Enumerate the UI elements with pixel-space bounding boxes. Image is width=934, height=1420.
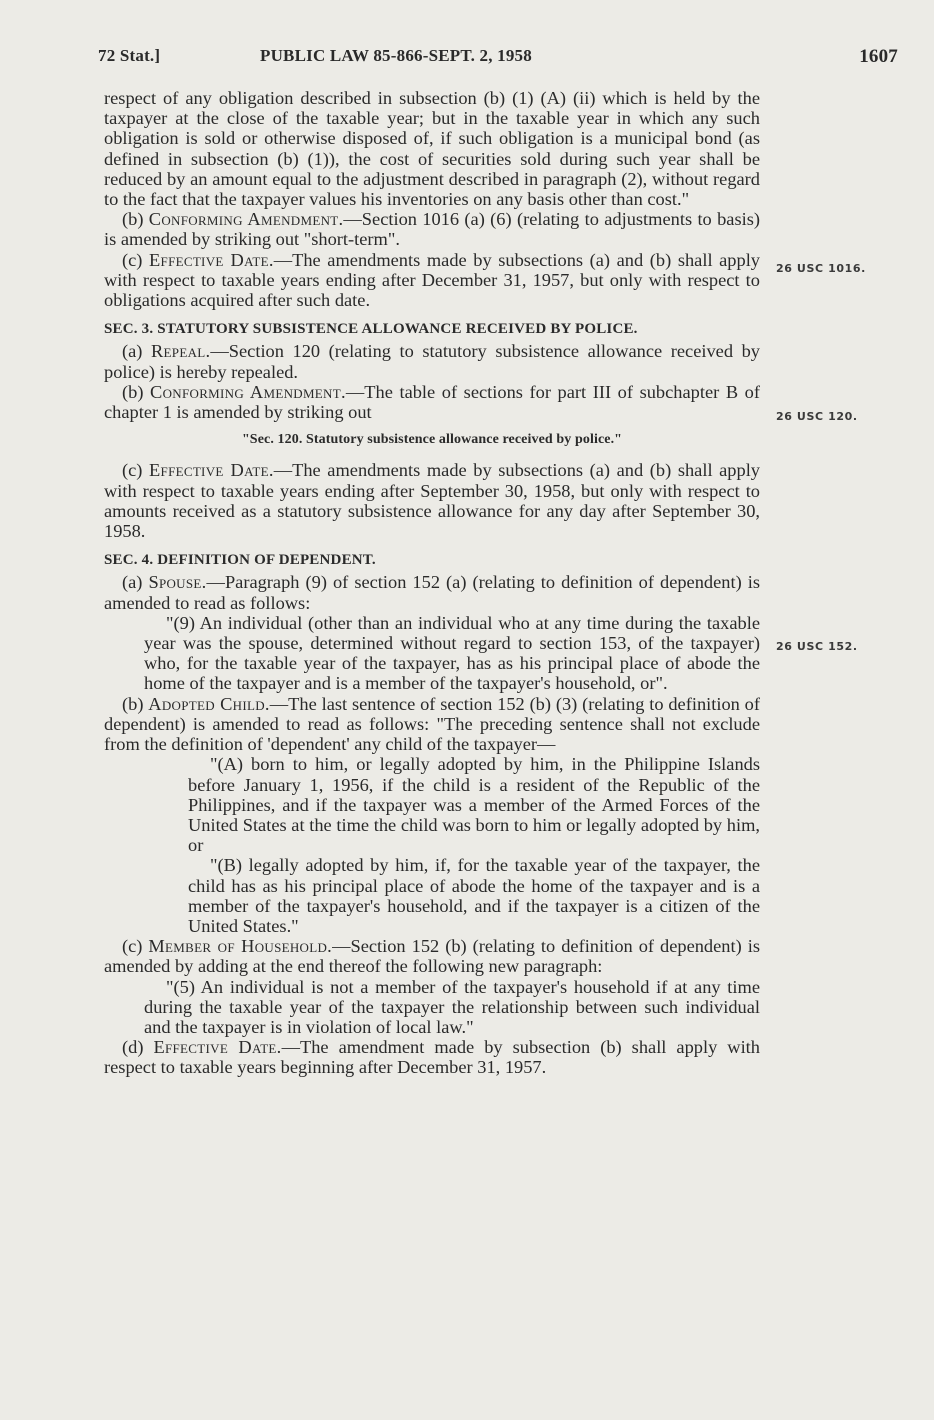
quoted-clause-a: "(A) born to him, or legally adopted by him, in the Philippine Islands before January 1, 1956, if the child is a resident of the Republic of the Philippines, and if the taxpayer was a member of the Armed Forces of the United States at the time the child was born to him or legally adopted by him, or: [188, 754, 760, 856]
quoted-paragraph-9: "(9) An individual (other than an individual who at any time during the taxable year was the spouse, determined without regard to section 153, of the taxpayer) who, for the taxable year of the taxpayer, has as his principal place of abode the home of the taxpayer and is a member of the taxpayer's household, or".: [144, 612, 760, 694]
document-body: [104, 88, 760, 1078]
subsection-text: —Paragraph (9) of section 152 (a) (relating to definition of dependent) is amended to read as follows:: [104, 572, 760, 613]
subsection-label: (b): [122, 381, 151, 402]
margin-note-1016: 26 USC 1016.: [776, 262, 866, 275]
subsection-heading: Member of Household.: [148, 936, 333, 957]
subsection-label: (c): [122, 460, 150, 481]
section-4-heading: SEC. 4. DEFINITION OF DEPENDENT.: [104, 552, 376, 569]
subsection-text: —Section 120 (relating to statutory subsistence allowance received by police) is hereby repealed.: [104, 341, 760, 382]
paragraph-c-effective: [104, 250, 760, 311]
paragraph-b-adopted-child: [104, 694, 760, 755]
header-statute-ref: 72 Stat.]: [98, 46, 161, 65]
subsection-label: (b): [122, 209, 149, 230]
subsection-text: —The last sentence of section 152 (b) (3) (relating to definition of dependent) is amended to read as follows: "The preceding sentence shall not exclude from the definition of 'dependent' any child of the taxpayer—: [104, 693, 761, 755]
margin-note-120: 26 USC 120.: [776, 410, 858, 423]
subsection-label: (b): [122, 693, 149, 714]
paragraph-d-effective: [104, 1037, 760, 1077]
paragraph-b-conforming: [104, 209, 760, 249]
page-header: [98, 46, 898, 72]
subsection-heading: Effective Date.: [149, 249, 274, 270]
subsection-label: (a): [122, 341, 151, 362]
subsection-label: (d): [122, 1037, 154, 1058]
paragraph-continued: respect of any obligation described in subsection (b) (1) (A) (ii) which is held by the taxpayer at the close of the taxable year; but in the taxable year in which any such obligation is sold or otherwise disposed of, if such obligation is a municipal bond (as defined in subsection (b) (1)), the cost of securities sold during such year shall be reduced by an amount equal to the adjustment described in paragraph (2), without regard to the fact that the taxpayer values his inventories on any basis other than cost.": [104, 88, 760, 210]
subsection-text: —The amendments made by subsections (a) and (b) shall apply with respect to taxable years ending after December 31, 1957, but only with respect to obligations acquired after such date.: [104, 249, 761, 311]
paragraph-a-spouse: [104, 572, 760, 612]
quoted-paragraph-5: "(5) An individual is not a member of the taxpayer's household if at any time during the taxable year of the taxpayer the relationship between such individual and the taxpayer is in violation of local law.": [144, 976, 760, 1037]
subsection-label: (a): [122, 572, 149, 593]
margin-note-152: 26 USC 152.: [776, 640, 858, 653]
struck-table-entry: "Sec. 120. Statutory subsistence allowance received by police.": [241, 432, 623, 448]
subsection-heading: Adopted Child.: [148, 693, 270, 714]
subsection-text: —The amendment made by subsection (b) shall apply with respect to taxable years beginning after December 31, 1957.: [104, 1037, 760, 1078]
paragraph-c-effective-2: [104, 460, 760, 541]
subsection-text: —The amendments made by subsections (a) and (b) shall apply with respect to taxable years ending after September 30, 1958, but only with respect to amounts received as a statutory subsistence allowance for any day after September 30, 1958.: [104, 460, 761, 542]
paragraph-b-conforming-2: [104, 382, 760, 422]
subsection-text: —Section 1016 (a) (6) (relating to adjustments to basis) is amended by striking out "short-term".: [104, 209, 760, 250]
quoted-clause-b: "(B) legally adopted by him, if, for the taxable year of the taxpayer, the child has as his principal place of abode the home of the taxpayer and is a member of the taxpayer's household, and if the taxpayer is a citizen of the United States.": [188, 855, 760, 936]
page-number: 1607: [859, 46, 898, 67]
subsection-heading: Effective Date.: [153, 1037, 282, 1058]
subsection-text: —Section 152 (b) (relating to definition of dependent) is amended by adding at the end thereof the following new paragraph:: [104, 936, 760, 977]
subsection-heading: Spouse.: [148, 572, 207, 593]
subsection-label: (c): [122, 249, 150, 270]
subsection-heading: Repeal.: [150, 341, 211, 362]
subsection-heading: Effective Date.: [149, 460, 274, 481]
subsection-heading: Conforming Amendment.: [148, 209, 344, 230]
subsection-heading: Conforming Amendment.: [150, 381, 346, 402]
subsection-text: —The table of sections for part III of subchapter B of chapter 1 is amended by striking out: [104, 381, 760, 423]
paragraph-a-repeal: [104, 341, 760, 381]
paragraph-c-household: [104, 936, 760, 976]
subsection-label: (c): [122, 936, 149, 957]
header-title: PUBLIC LAW 85-866-SEPT. 2, 1958: [260, 46, 532, 65]
section-3-heading: SEC. 3. STATUTORY SUBSISTENCE ALLOWANCE RECEIVED BY POLICE.: [104, 321, 638, 338]
